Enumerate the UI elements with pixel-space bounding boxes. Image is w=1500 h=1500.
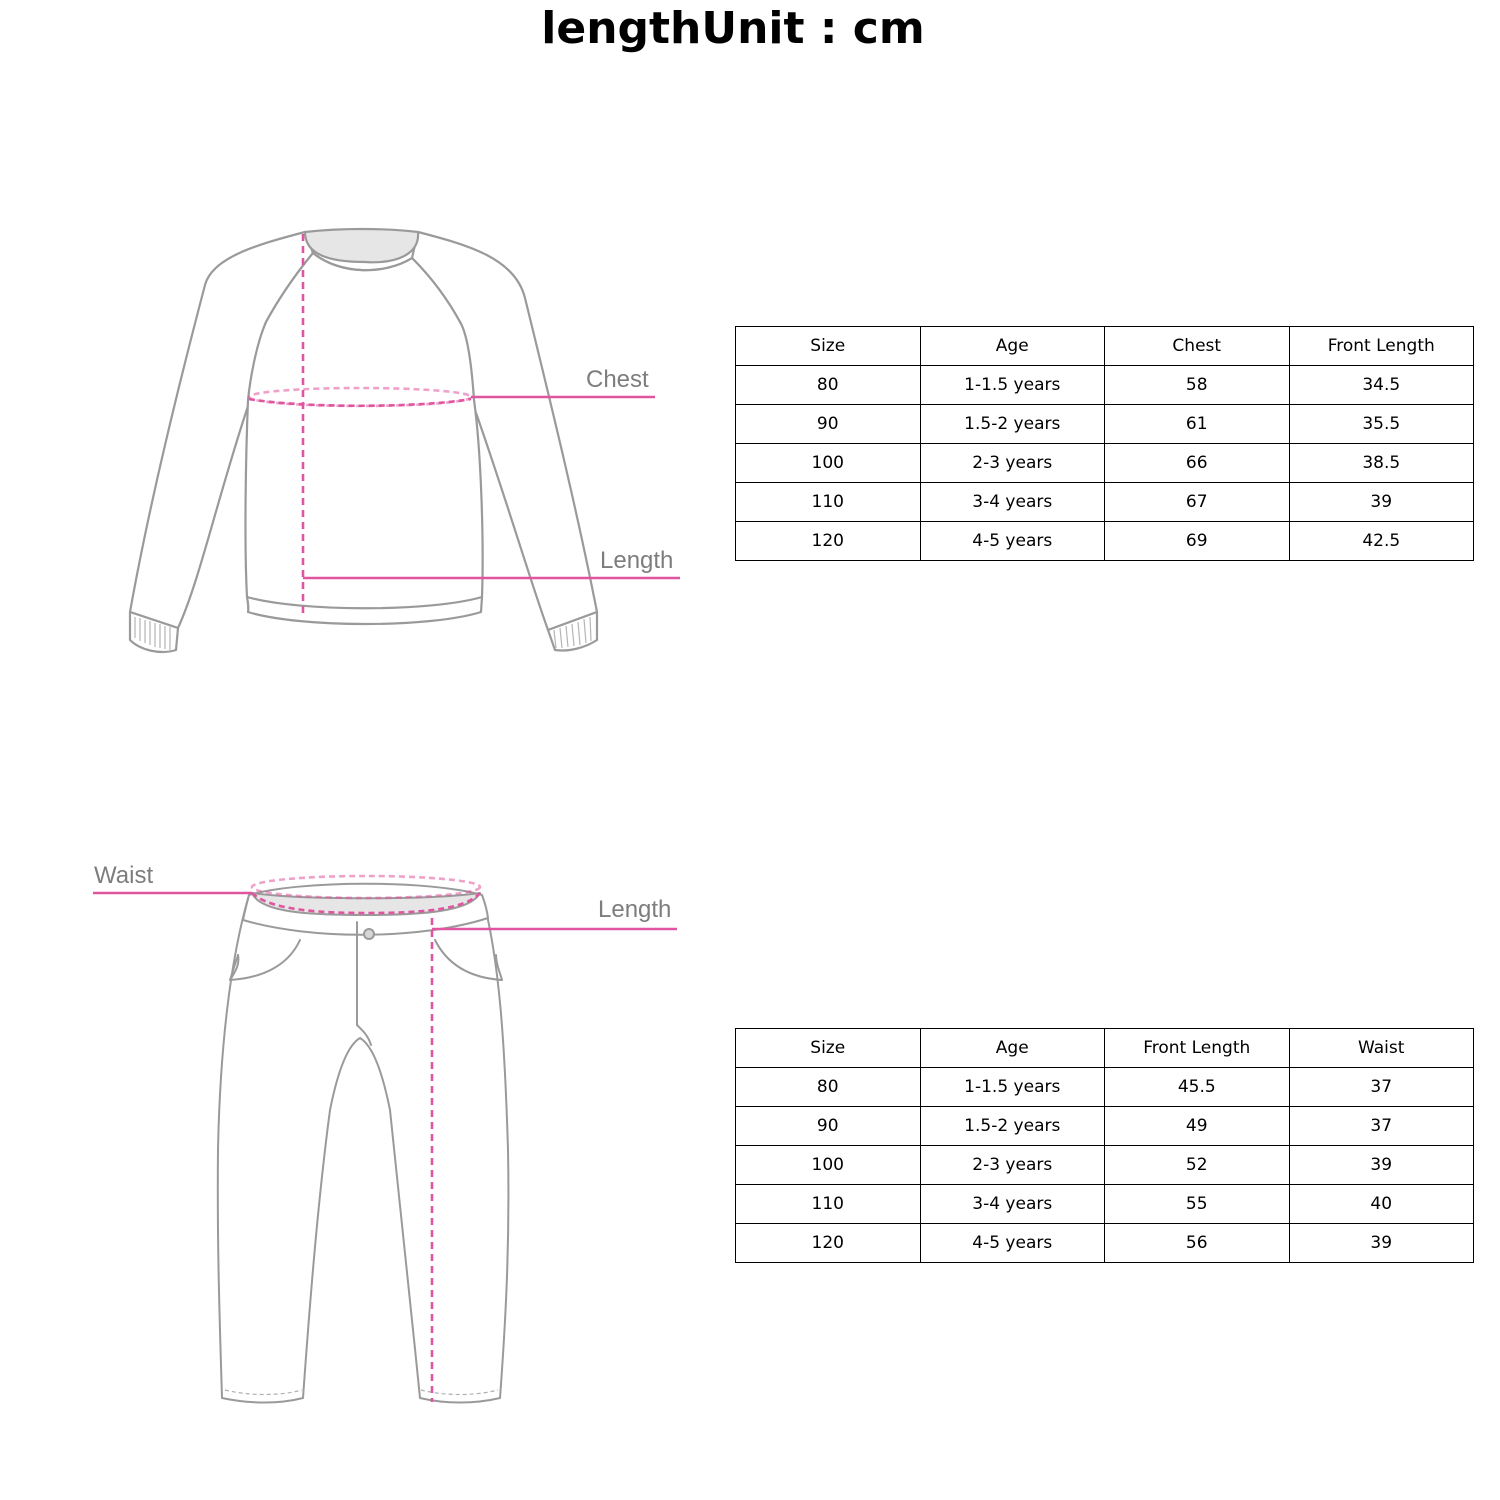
bottom-table-header-cell: Age bbox=[920, 1029, 1105, 1068]
top-table-cell: 66 bbox=[1105, 444, 1290, 483]
bottom-table-header-cell: Waist bbox=[1289, 1029, 1474, 1068]
bottom-table-cell: 110 bbox=[736, 1185, 921, 1224]
top-table-cell: 39 bbox=[1289, 483, 1474, 522]
bottom-table-cell: 100 bbox=[736, 1146, 921, 1185]
top-table-cell: 34.5 bbox=[1289, 366, 1474, 405]
top-table-row bbox=[736, 405, 1474, 444]
bottom-table-row bbox=[736, 1107, 1474, 1146]
top-table-header-cell: Chest bbox=[1105, 327, 1290, 366]
bottom-table-cell: 39 bbox=[1289, 1224, 1474, 1263]
bottom-table-cell: 2-3 years bbox=[920, 1146, 1105, 1185]
length-label: Length bbox=[600, 547, 674, 574]
sweater-drawing bbox=[0, 0, 720, 720]
bottom-table-cell: 4-5 years bbox=[920, 1224, 1105, 1263]
top-table-cell: 120 bbox=[736, 522, 921, 561]
top-table-cell: 35.5 bbox=[1289, 405, 1474, 444]
top-table-cell: 4-5 years bbox=[920, 522, 1105, 561]
top-table-cell: 90 bbox=[736, 405, 921, 444]
bottom-table-cell: 56 bbox=[1105, 1224, 1290, 1263]
top-table-cell: 3-4 years bbox=[920, 483, 1105, 522]
bottom-table-row bbox=[736, 1068, 1474, 1107]
top-size-table bbox=[735, 326, 1474, 561]
bottom-table-cell: 80 bbox=[736, 1068, 921, 1107]
sweater-illustration bbox=[0, 0, 720, 720]
pants-drawing bbox=[0, 720, 720, 1500]
pants-length-label: Length bbox=[598, 896, 672, 923]
top-table-cell: 1.5-2 years bbox=[920, 405, 1105, 444]
top-table-cell: 100 bbox=[736, 444, 921, 483]
top-table-cell: 69 bbox=[1105, 522, 1290, 561]
top-table-cell: 80 bbox=[736, 366, 921, 405]
bottom-table-cell: 39 bbox=[1289, 1146, 1474, 1185]
bottom-table-cell: 37 bbox=[1289, 1068, 1474, 1107]
bottom-size-table bbox=[735, 1028, 1474, 1263]
bottom-table-header-cell: Size bbox=[736, 1029, 921, 1068]
bottom-table-cell: 3-4 years bbox=[920, 1185, 1105, 1224]
top-table-cell: 2-3 years bbox=[920, 444, 1105, 483]
top-table-cell: 110 bbox=[736, 483, 921, 522]
bottom-table-cell: 55 bbox=[1105, 1185, 1290, 1224]
bottom-table-cell: 37 bbox=[1289, 1107, 1474, 1146]
bottom-table-header-row bbox=[736, 1029, 1474, 1068]
bottom-table-cell: 49 bbox=[1105, 1107, 1290, 1146]
top-table-cell: 42.5 bbox=[1289, 522, 1474, 561]
bottom-table-header-cell: Front Length bbox=[1105, 1029, 1290, 1068]
bottom-table-cell: 52 bbox=[1105, 1146, 1290, 1185]
top-table-cell: 1-1.5 years bbox=[920, 366, 1105, 405]
bottom-table-cell: 1-1.5 years bbox=[920, 1068, 1105, 1107]
bottom-table-row bbox=[736, 1224, 1474, 1263]
top-table-cell: 58 bbox=[1105, 366, 1290, 405]
top-table-cell: 67 bbox=[1105, 483, 1290, 522]
top-table-header-cell: Front Length bbox=[1289, 327, 1474, 366]
bottom-table-row bbox=[736, 1146, 1474, 1185]
top-table-header-cell: Size bbox=[736, 327, 921, 366]
bottom-table-row bbox=[736, 1185, 1474, 1224]
pants-illustration bbox=[0, 720, 720, 1500]
bottom-table-cell: 1.5-2 years bbox=[920, 1107, 1105, 1146]
bottom-table-cell: 120 bbox=[736, 1224, 921, 1263]
top-table-row bbox=[736, 444, 1474, 483]
waist-label: Waist bbox=[94, 862, 154, 889]
chest-label: Chest bbox=[586, 366, 649, 393]
top-table-row bbox=[736, 483, 1474, 522]
top-table-header-row bbox=[736, 327, 1474, 366]
page-title: lengthUnit : cm bbox=[541, 3, 925, 54]
top-table-cell: 38.5 bbox=[1289, 444, 1474, 483]
top-table-header-cell: Age bbox=[920, 327, 1105, 366]
bottom-table-cell: 45.5 bbox=[1105, 1068, 1290, 1107]
bottom-table-cell: 40 bbox=[1289, 1185, 1474, 1224]
top-table-cell: 61 bbox=[1105, 405, 1290, 444]
top-table-row bbox=[736, 522, 1474, 561]
bottom-table-cell: 90 bbox=[736, 1107, 921, 1146]
top-table-row bbox=[736, 366, 1474, 405]
